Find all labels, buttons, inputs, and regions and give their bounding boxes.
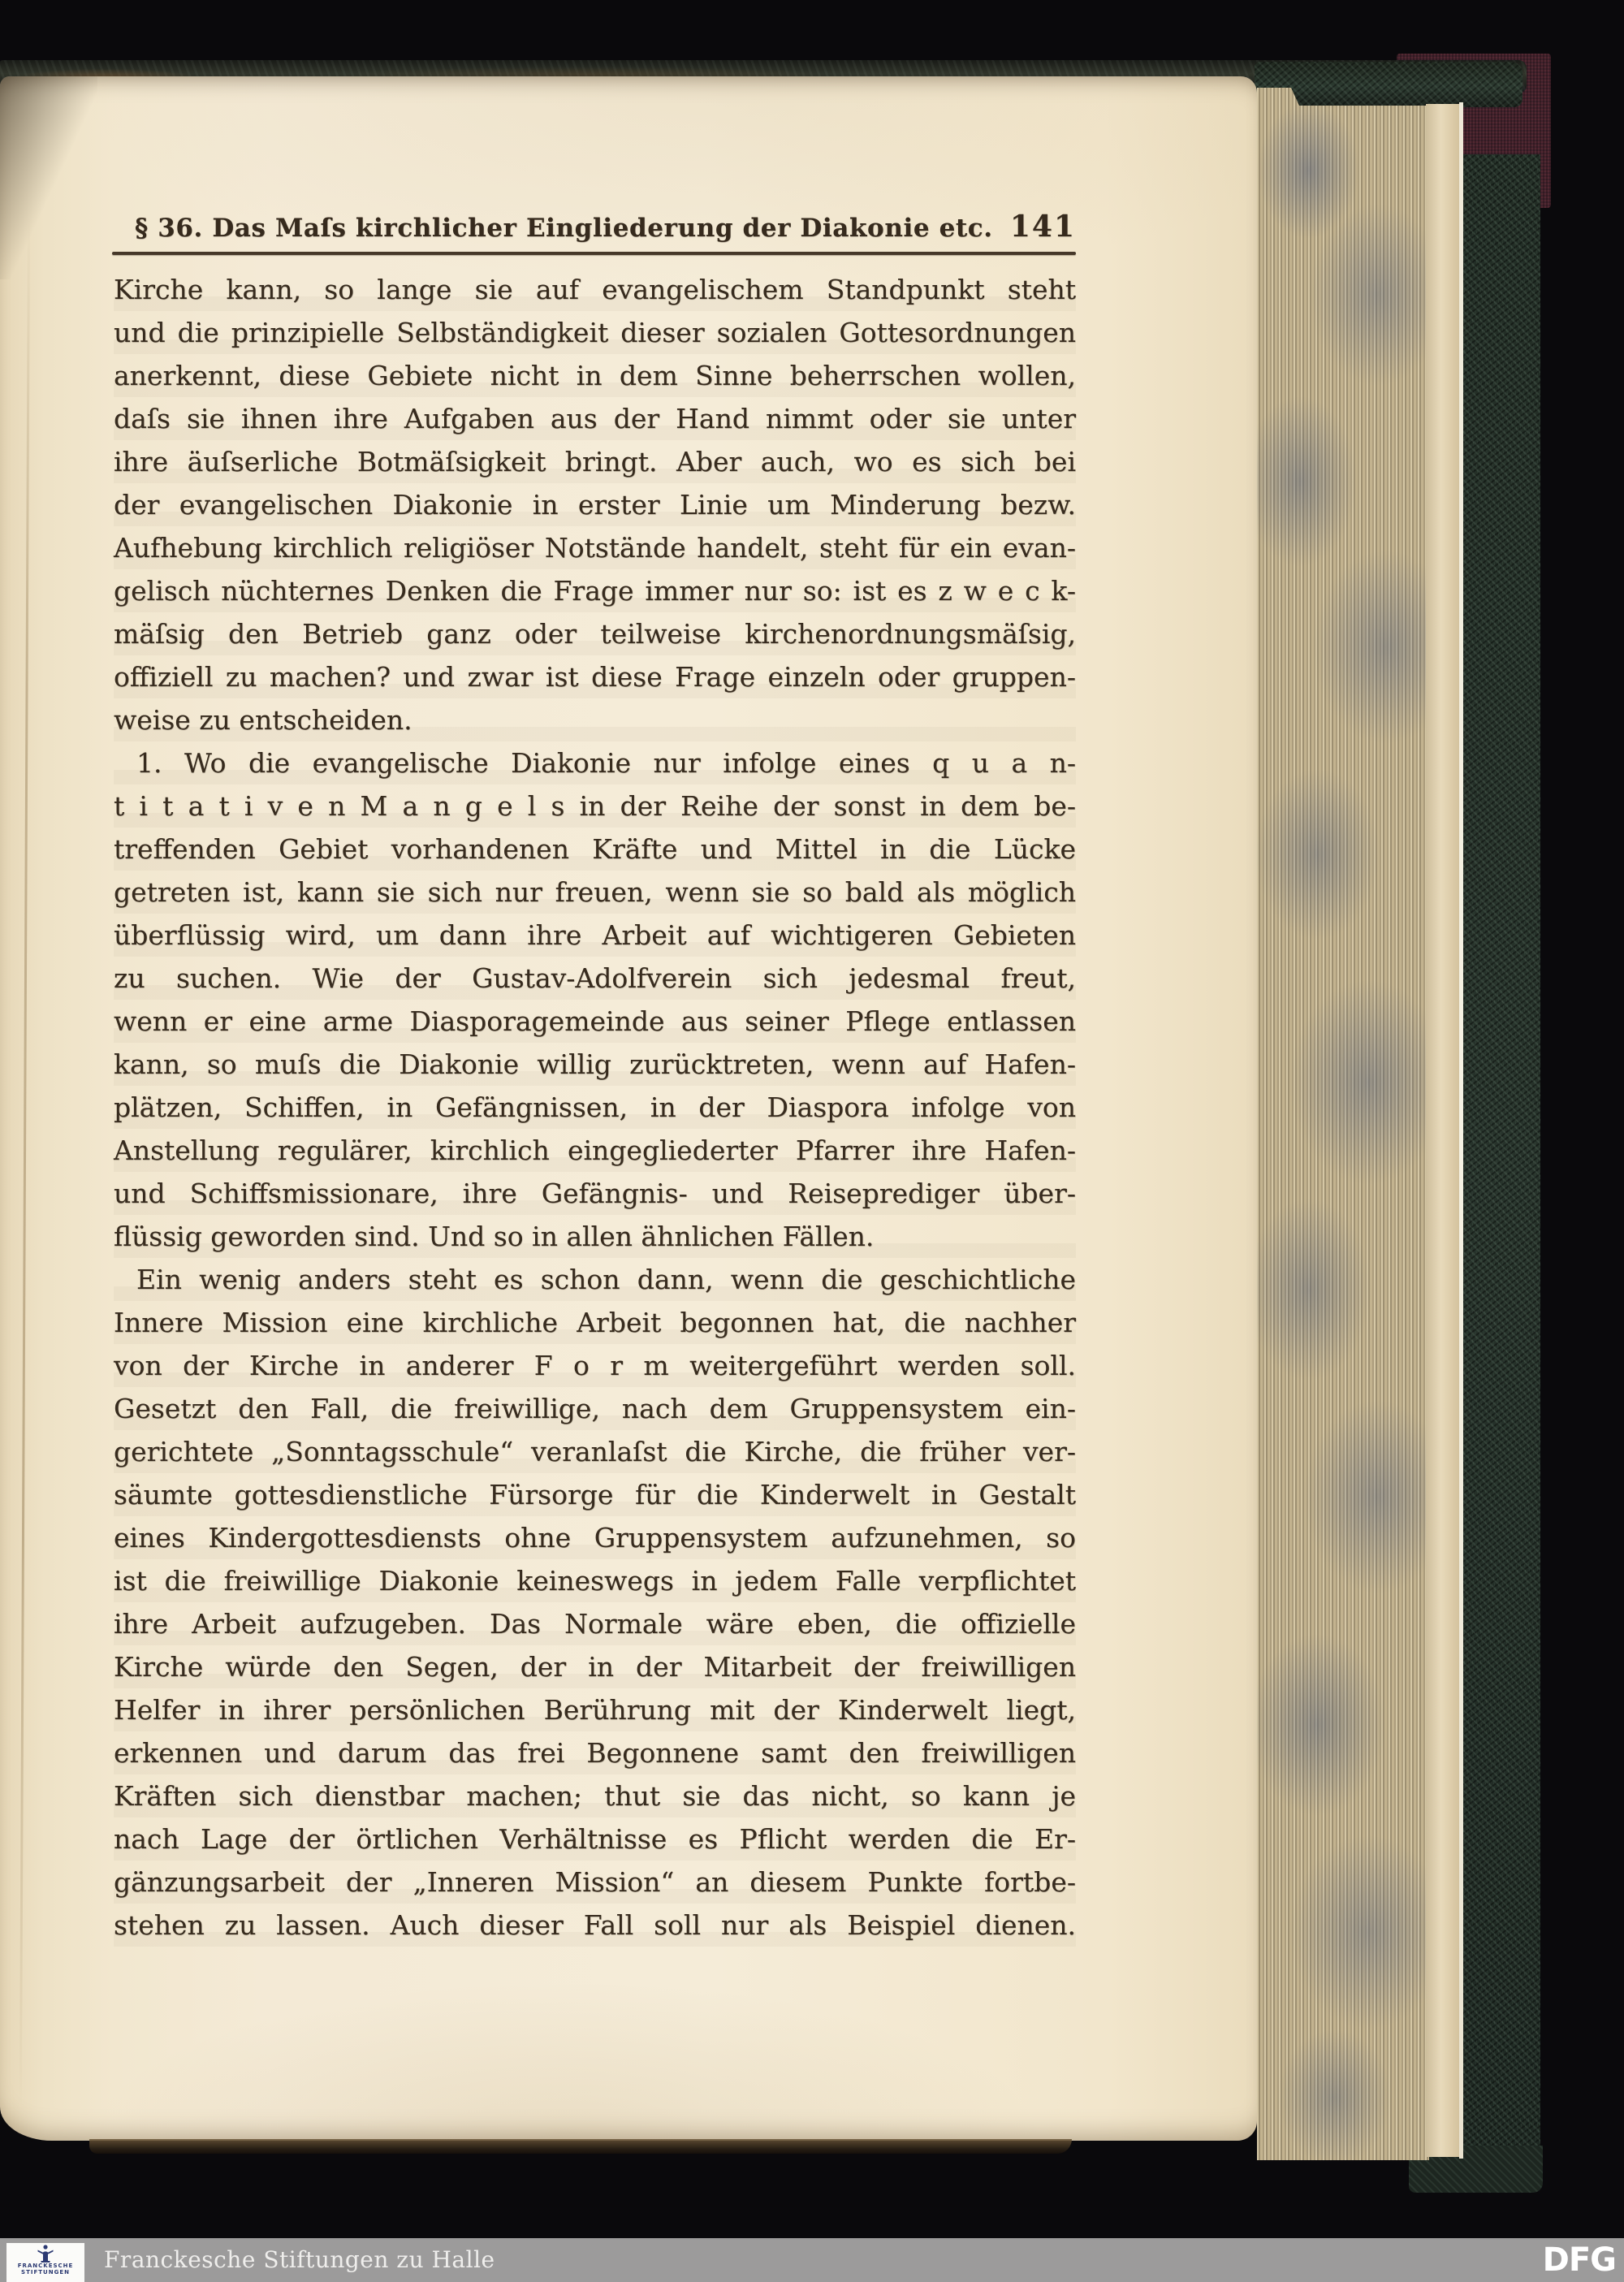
page-corner-shadow (0, 76, 97, 279)
text-line: und die prinzipielle Selbständigkeit dieser sozialen Gottesordnungen (114, 317, 1076, 348)
text-line: mäſsig den Betrieb ganz oder teilweise kirchenordnungsmäſsig, (114, 618, 1076, 650)
provenance-footer-bar (0, 2238, 1624, 2282)
dfg-logo: DFG (1542, 2241, 1616, 2279)
text-line: Gesetzt den Fall, die freiwillige, nach dem Gruppensystem ein- (114, 1393, 1076, 1424)
page-gutter-crease (19, 214, 30, 2107)
text-line: und Schiffsmissionare, ihre Gefängnis- und Reiseprediger über- (114, 1178, 1076, 1209)
text-line: ihre Arbeit aufzugeben. Das Normale wäre eben, die offizielle (114, 1608, 1076, 1640)
text-line: treffenden Gebiet vorhandenen Kräfte und Mittel in die Lücke (114, 833, 1076, 865)
text-line: gelisch nüchternes Denken die Frage immer nur so: ist es z w e c k- (114, 575, 1076, 607)
text-line: weise zu entscheiden. (114, 704, 412, 736)
section-heading: § 36. Das Maſs kirchlicher Eingliederung der Diakonie etc. (135, 214, 993, 243)
text-line: eines Kindergottesdiensts ohne Gruppensystem aufzunehmen, so (114, 1522, 1076, 1554)
franckesche-stiftungen-logo (6, 2243, 84, 2282)
institution-name: Franckesche Stiftungen zu Halle (104, 2246, 495, 2273)
text-line: gänzungsarbeit der „Inneren Mission“ an diesem Punkte fortbe- (114, 1866, 1076, 1898)
text-line: zu suchen. Wie der Gustav-Adolfverein sich jedesmal freut, (114, 962, 1076, 994)
page-text (114, 268, 1076, 1947)
text-line: t i t a t i v e n M a n g e l s in der Reihe der sonst in dem be- (114, 790, 1076, 822)
text-line: daſs sie ihnen ihre Aufgaben aus der Hand nimmt oder sie unter (114, 403, 1076, 434)
text-line: Helfer in ihrer persönlichen Berührung mit der Kinderwelt liegt, (114, 1694, 1076, 1726)
text-line: erkennen und darum das frei Begonnene samt den freiwilligen (114, 1737, 1076, 1769)
text-line: säumte gottesdienstliche Fürsorge für die Kinderwelt in Gestalt (114, 1479, 1076, 1511)
book-cover-right-edge (1462, 154, 1540, 2176)
franckesche-emblem-icon (37, 2245, 54, 2263)
book-page (0, 76, 1257, 2141)
fore-edge-highlight (1459, 102, 1463, 2159)
text-line: stehen zu lassen. Auch dieser Fall soll nur als Beispiel dienen. (114, 1909, 1076, 1941)
text-line: wenn er eine arme Diasporagemeinde aus seiner Pflege entlassen (114, 1005, 1076, 1037)
text-line: flüssig geworden sind. Und so in allen ähnlichen Fällen. (114, 1221, 875, 1252)
text-line: anerkennt, diese Gebiete nicht in dem Sinne beherrschen wollen, (114, 360, 1076, 391)
text-line: gerichtete „Sonntagsschule“ veranlaſst die Kirche, die früher ver- (114, 1436, 1076, 1467)
text-line: ist die freiwillige Diakonie keineswegs in jedem Falle verpflichtet (114, 1565, 1076, 1597)
text-line: der evangelischen Diakonie in erster Linie um Minderung bezw. (114, 489, 1076, 521)
under-page-shadow (89, 2139, 1072, 2154)
text-line: von der Kirche in anderer F o r m weitergeführt werden soll. (114, 1350, 1076, 1381)
text-line: plätzen, Schiffen, in Gefängnissen, in der Diaspora infolge von (114, 1091, 1076, 1123)
text-line: getreten ist, kann sie sich nur freuen, wenn sie so bald als möglich (114, 876, 1076, 908)
text-line: kann, so muſs die Diakonie willig zurücktreten, wenn auf Hafen- (114, 1048, 1076, 1080)
text-line: Ein wenig anders steht es schon dann, wenn die geschichtliche (136, 1264, 1076, 1295)
text-line: Kräften sich dienstbar machen; thut sie das nicht, so kann je (114, 1780, 1076, 1812)
franckesche-logo-text-line2: STIFTUNGEN (21, 2269, 70, 2276)
text-line: Innere Mission eine kirchliche Arbeit begonnen hat, die nachher (114, 1307, 1076, 1338)
fore-edge-outer-page (1426, 104, 1459, 2157)
text-line: Kirche kann, so lange sie auf evangelischem Standpunkt steht (114, 274, 1076, 305)
text-line: offiziell zu machen? und zwar ist diese Frage einzeln oder gruppen- (114, 661, 1076, 693)
text-line: überflüssig wird, um dann ihre Arbeit auf wichtigeren Gebieten (114, 919, 1076, 951)
text-line: Anstellung regulärer, kirchlich eingegliederter Pfarrer ihre Hafen- (114, 1135, 1076, 1166)
text-line: nach Lage der örtlichen Verhältnisse es Pflicht werden die Er- (114, 1823, 1076, 1855)
fore-edge-page-stack (1257, 88, 1429, 2160)
text-line: ihre äuſserliche Botmäſsigkeit bringt. Aber auch, wo es sich bei (114, 446, 1076, 478)
franckesche-logo-text-line1: FRANCKESCHE (17, 2263, 74, 2269)
header-rule (112, 252, 1076, 255)
text-line: Aufhebung kirchlich religiöser Notstände handelt, steht für ein evan- (114, 532, 1076, 564)
page-number: 141 (1009, 210, 1076, 244)
page-header (114, 210, 1076, 244)
text-line: 1. Wo die evangelische Diakonie nur infolge eines q u a n- (136, 747, 1076, 779)
text-line: Kirche würde den Segen, der in der Mitarbeit der freiwilligen (114, 1651, 1076, 1683)
